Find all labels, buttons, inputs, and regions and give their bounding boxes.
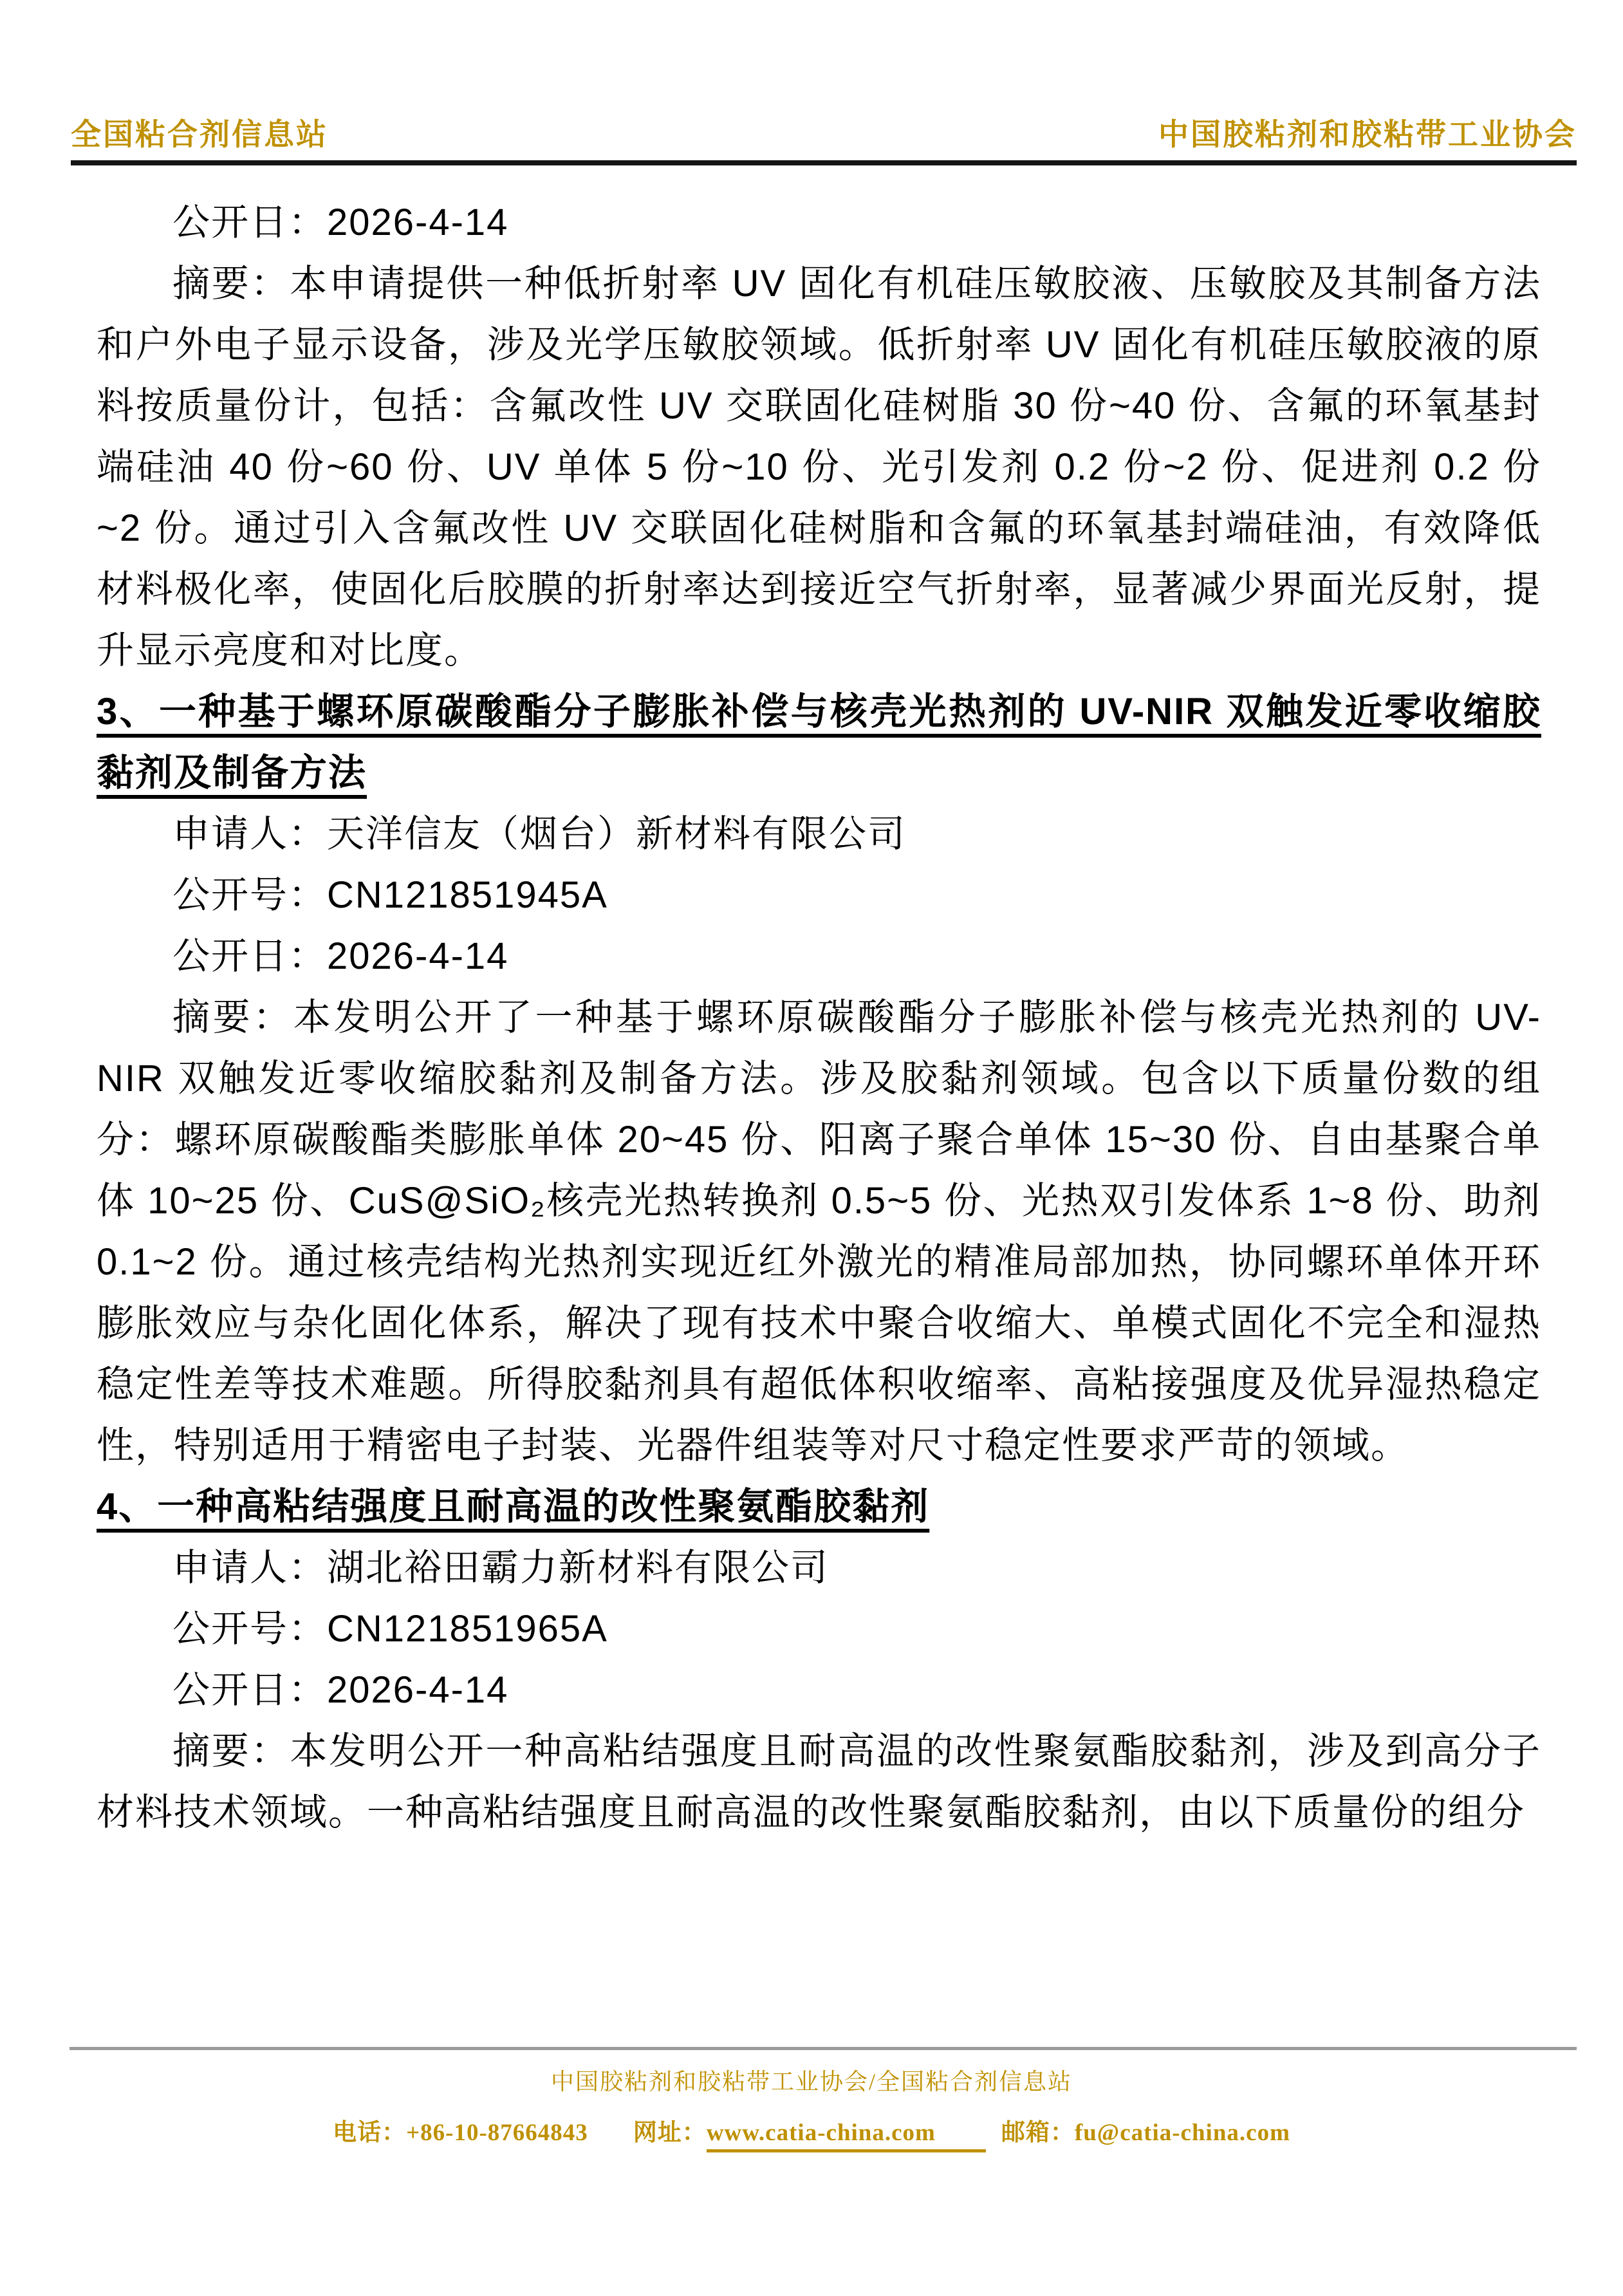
patent-title: 3、一种基于螺环原碳酸酯分子膨胀补偿与核壳光热剂的 UV-NIR 双触发近零收缩胶黏剂及制备方法 — [97, 691, 1541, 794]
web-label: 网址： — [633, 2120, 707, 2146]
header-right-title: 中国胶粘剂和胶粘带工业协会 — [1158, 118, 1577, 152]
pub-date-label: 公开日： — [172, 1669, 328, 1711]
footer-contact-line — [0, 2113, 1623, 2152]
phone-value: +86-10-87664843 — [406, 2120, 588, 2146]
abstract-paragraph: 摘要：本发明公开了一种基于螺环原碳酸酯分子膨胀补偿与核壳光热剂的 UV-NIR 双触发近零收缩胶黏剂及制备方法。涉及胶黏剂领域。包含以下质量份数的组分：螺环原碳酸酯类膨胀单体 20~45 份、阳离子聚合单体 15~30 份、自由基聚合单体 10~25 份、CuS@SiO₂核壳光热转换剂 0.5~5 份、光热双引发体系 1~8 份、助剂 0.1~2 份。通过核壳结构光热剂实现近红外激光的精准局部加热，协同螺环单体开环膨胀效应与杂化固化体系，解决了现有技术中聚合收缩大、单模式固化不完全和湿热稳定性差等技术难题。所得胶黏剂具有超低体积收缩率、高粘接强度及优异湿热稳定性，特别适用于精密电子封装、光器件组装等对尺寸稳定性要求严苛的领域。 — [97, 996, 1541, 1466]
pub-no-line — [97, 864, 1541, 926]
pub-date-line — [97, 192, 1541, 253]
pub-date-line — [97, 1659, 1541, 1721]
pub-date-value: 2026-4-14 — [327, 935, 509, 977]
pub-date-value: 2026-4-14 — [327, 1669, 509, 1711]
phone-label: 电话： — [333, 2120, 407, 2146]
abstract-paragraph: 摘要：本发明公开一种高粘结强度且耐高温的改性聚氨酯胶黏剂，涉及到高分子材料技术领域。一种高粘结强度且耐高温的改性聚氨酯胶黏剂，由以下质量份的组分 — [97, 1730, 1541, 1833]
page-content — [97, 192, 1541, 1843]
pub-no-value: CN121851965A — [327, 1608, 608, 1650]
applicant-label: 申请人： — [172, 1547, 328, 1589]
applicant-label: 申请人： — [172, 813, 328, 855]
applicant-line — [97, 803, 1541, 864]
pub-date-label: 公开日： — [172, 201, 328, 243]
pub-no-value: CN121851945A — [327, 874, 608, 916]
email-label: 邮箱： — [1001, 2120, 1075, 2146]
website-link[interactable]: www.catia-china.com — [707, 2119, 986, 2152]
applicant-line — [97, 1537, 1541, 1598]
web-group — [633, 2113, 986, 2152]
pub-date-line — [97, 926, 1541, 987]
footer-org-line: 中国胶粘剂和胶粘带工业协会/全国粘合剂信息站 — [550, 2069, 1072, 2095]
email-group — [1001, 2113, 1290, 2147]
abstract-paragraph: 摘要：本申请提供一种低折射率 UV 固化有机硅压敏胶液、压敏胶及其制备方法和户外电子显示设备，涉及光学压敏胶领域。低折射率 UV 固化有机硅压敏胶液的原料按质量份计，包括：含氟改性 UV 交联固化硅树脂 30 份~40 份、含氟的环氧基封端硅油 40 份~60 份、UV 单体 5 份~10 份、光引发剂 0.2 份~2 份、促进剂 0.2 份~2 份。通过引入含氟改性 UV 交联固化硅树脂和含氟的环氧基封端硅油，有效降低材料极化率，使固化后胶膜的折射率达到接近空气折射率，显著减少界面光反射，提升显示亮度和对比度。 — [97, 263, 1541, 671]
patent-entry-2-continuation — [97, 192, 1541, 681]
pub-date-label: 公开日： — [172, 935, 328, 977]
footer-divider — [70, 2047, 1577, 2050]
header-left-title: 全国粘合剂信息站 — [71, 118, 328, 152]
patent-entry-4 — [97, 1476, 1541, 1843]
patent-title: 4、一种高粘结强度且耐高温的改性聚氨酯胶黏剂 — [97, 1486, 930, 1527]
pub-no-line — [97, 1598, 1541, 1659]
email-value: fu@catia-china.com — [1074, 2120, 1290, 2146]
applicant-value: 湖北裕田霸力新材料有限公司 — [327, 1547, 830, 1589]
pub-no-label: 公开号： — [172, 1608, 328, 1650]
pub-date-value: 2026-4-14 — [327, 201, 509, 243]
pub-no-label: 公开号： — [172, 874, 328, 916]
applicant-value: 天洋信友（烟台）新材料有限公司 — [327, 813, 907, 855]
patent-entry-3 — [97, 681, 1541, 1476]
page-header — [71, 111, 1577, 165]
phone-group — [333, 2113, 588, 2147]
